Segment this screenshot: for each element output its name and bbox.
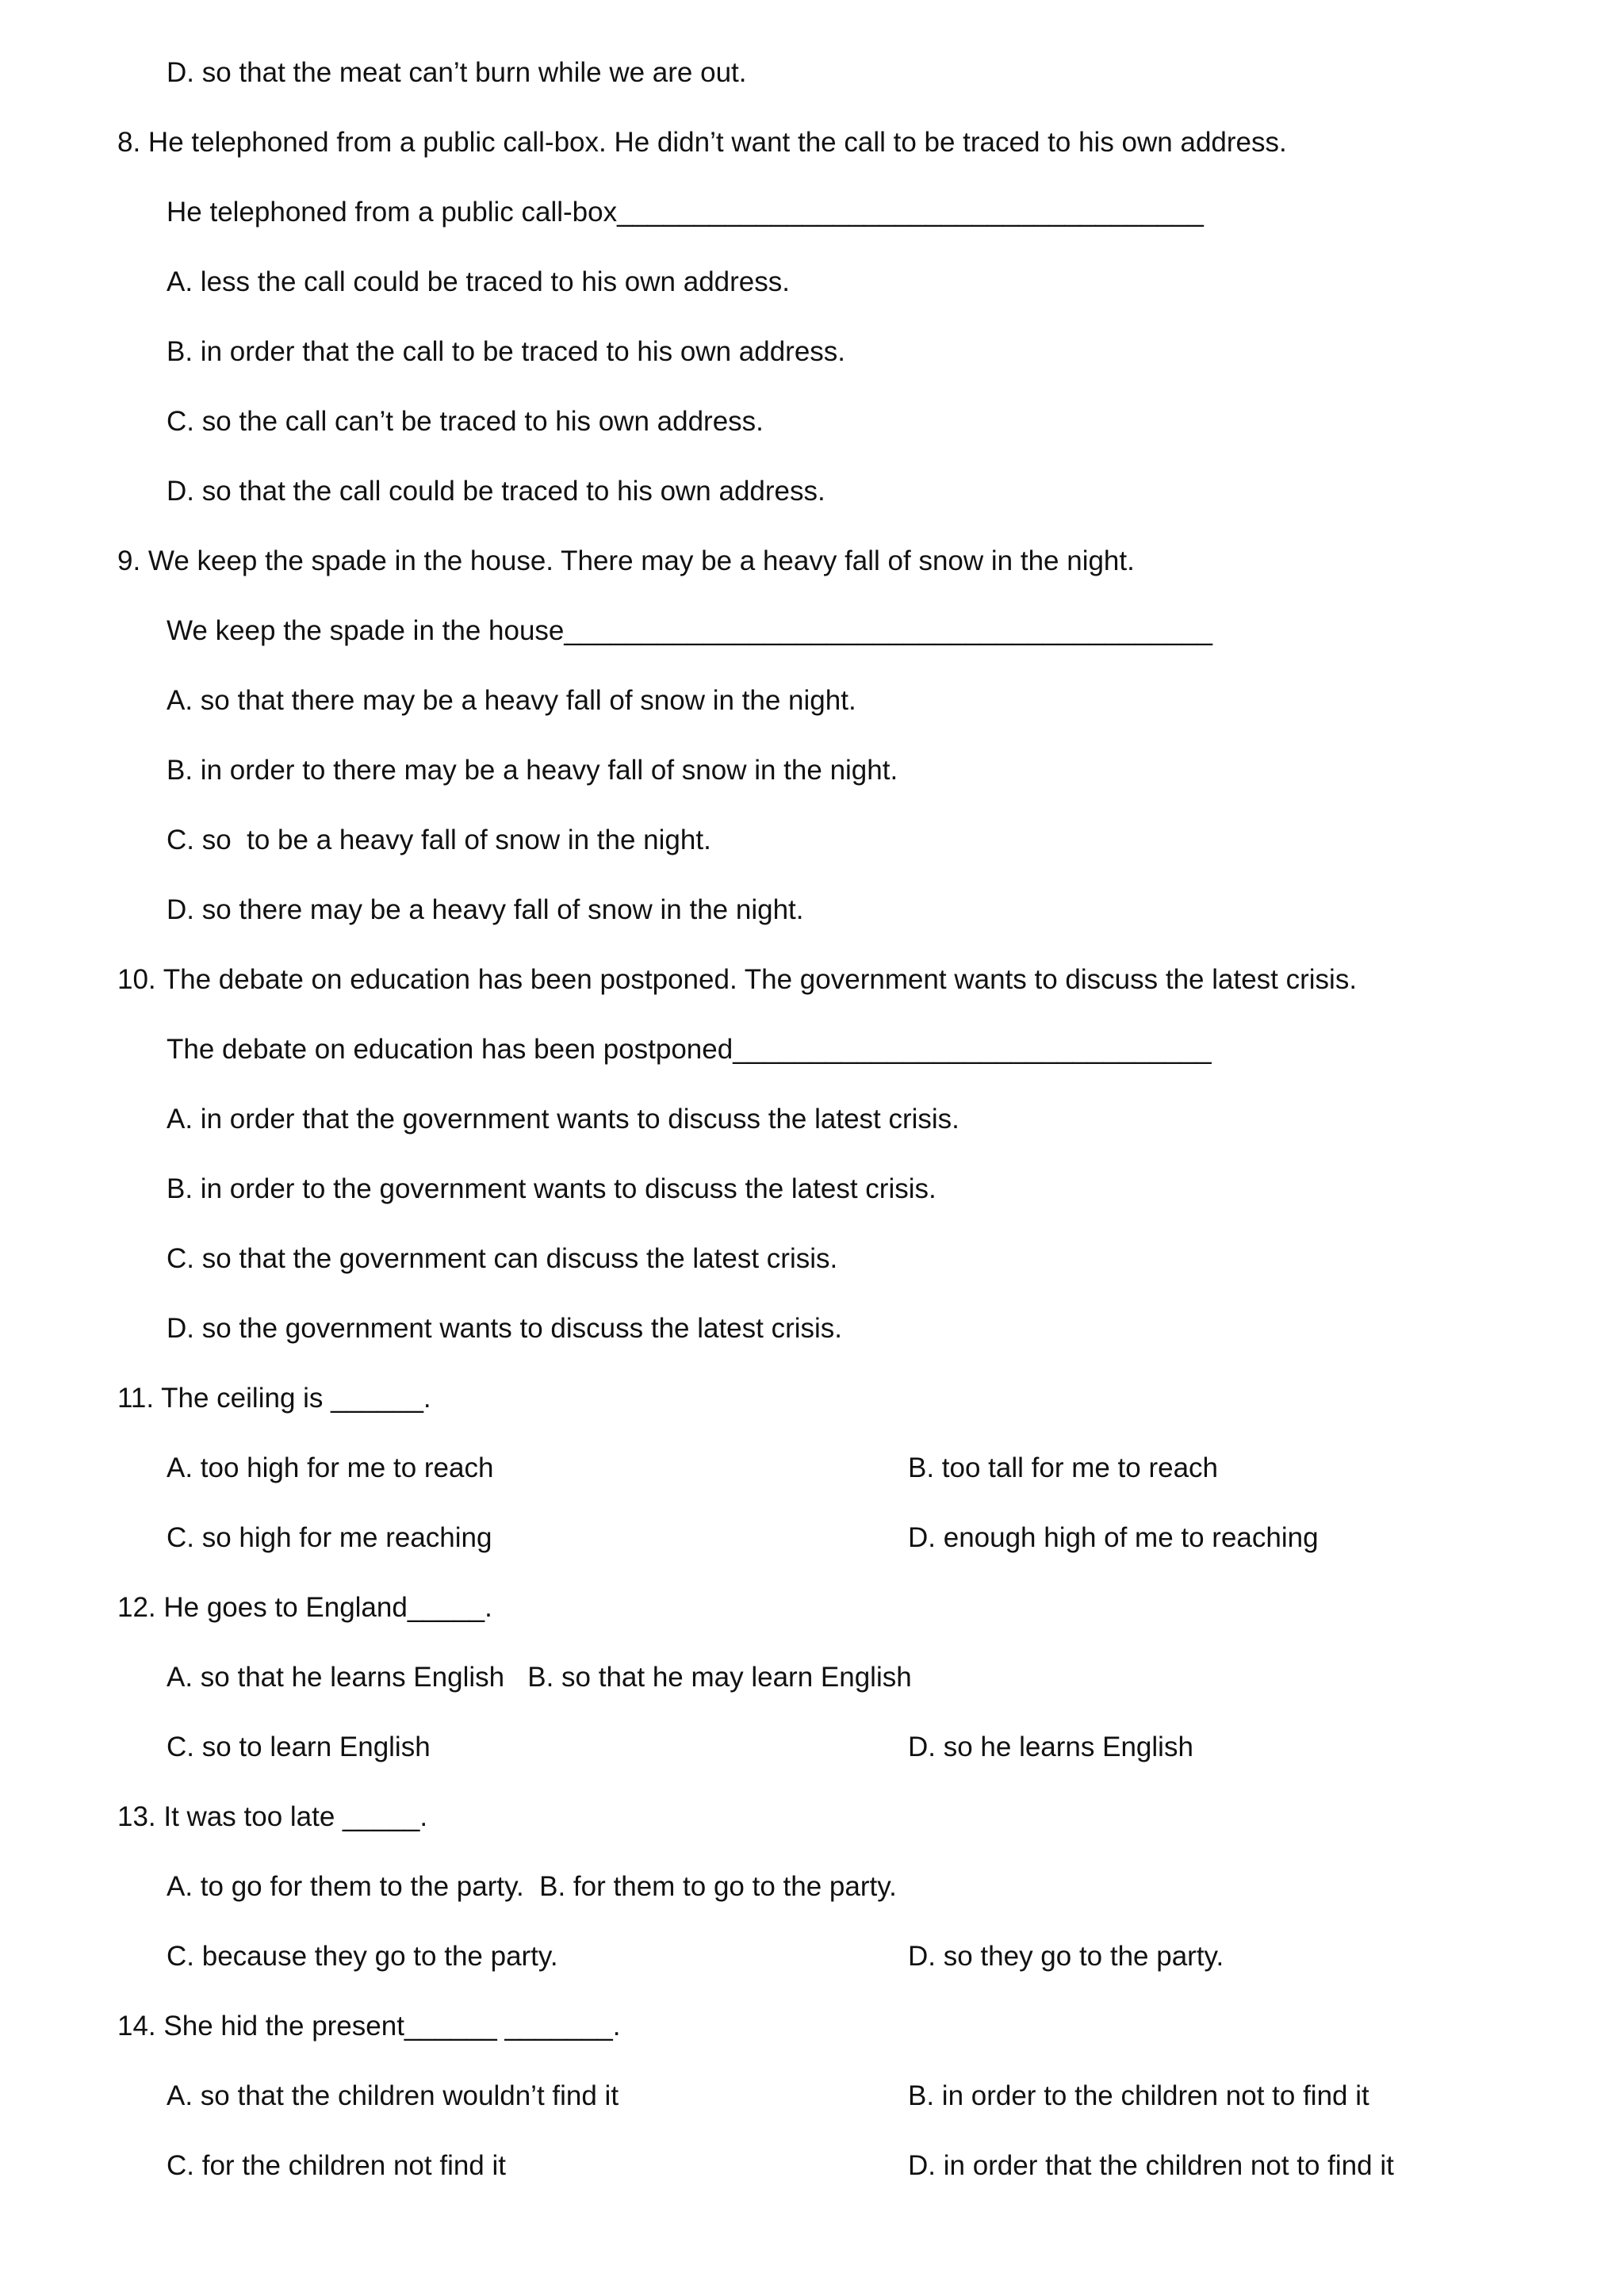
option-d-q12: D. so he learns English xyxy=(908,1732,1193,1762)
question-13: 13. It was too late _____. xyxy=(117,1801,428,1832)
option-b-q14: B. in order to the children not to find it xyxy=(908,2080,1369,2111)
option-a-q9: A. so that there may be a heavy fall of snow in the night. xyxy=(167,685,856,716)
prompt-q8: He telephoned from a public call-box______________________________________ xyxy=(167,197,1204,228)
option-c-q11: C. so high for me reaching xyxy=(167,1522,492,1553)
question-14: 14. She hid the present______ _______. xyxy=(117,2011,621,2042)
option-d-q13: D. so they go to the party. xyxy=(908,1941,1224,1972)
option-d-q7: D. so that the meat can’t burn while we are out. xyxy=(167,57,747,88)
option-c-q12: C. so to learn English xyxy=(167,1732,431,1762)
option-d-q11: D. enough high of me to reaching xyxy=(908,1522,1319,1553)
options-ab-q12: A. so that he learns English B. so that he may learn English xyxy=(167,1662,912,1693)
options-ab-q13: A. to go for them to the party. B. for them to go to the party. xyxy=(167,1871,897,1902)
option-a-q14: A. so that the children wouldn’t find it xyxy=(167,2080,619,2111)
question-8: 8. He telephoned from a public call-box. He didn’t want the call to be traced to his own address. xyxy=(117,127,1287,158)
option-b-q10: B. in order to the government wants to discuss the latest crisis. xyxy=(167,1173,936,1204)
option-b-q8: B. in order that the call to be traced to his own address. xyxy=(167,336,846,367)
option-a-q11: A. too high for me to reach xyxy=(167,1452,494,1483)
question-11: 11. The ceiling is ______. xyxy=(117,1383,431,1414)
option-c-q9: C. so to be a heavy fall of snow in the night. xyxy=(167,825,711,855)
option-c-q14: C. for the children not find it xyxy=(167,2150,506,2181)
prompt-q9: We keep the spade in the house__________________________________________ xyxy=(167,615,1212,646)
option-b-q11: B. too tall for me to reach xyxy=(908,1452,1219,1483)
option-b-q9: B. in order to there may be a heavy fall of snow in the night. xyxy=(167,755,898,786)
option-a-q8: A. less the call could be traced to his own address. xyxy=(167,266,790,297)
question-10: 10. The debate on education has been postponed. The government wants to discuss the latest crisis. xyxy=(117,964,1358,995)
option-c-q8: C. so the call can’t be traced to his own address. xyxy=(167,406,764,437)
option-d-q10: D. so the government wants to discuss the latest crisis. xyxy=(167,1313,843,1344)
question-12: 12. He goes to England_____. xyxy=(117,1592,492,1623)
option-a-q10: A. in order that the government wants to discuss the latest crisis. xyxy=(167,1104,959,1135)
prompt-q10: The debate on education has been postponed_______________________________ xyxy=(167,1034,1212,1065)
option-c-q13: C. because they go to the party. xyxy=(167,1941,558,1972)
option-d-q14: D. in order that the children not to find it xyxy=(908,2150,1394,2181)
option-c-q10: C. so that the government can discuss the latest crisis. xyxy=(167,1243,838,1274)
question-9: 9. We keep the spade in the house. There may be a heavy fall of snow in the night. xyxy=(117,545,1135,576)
option-d-q8: D. so that the call could be traced to his own address. xyxy=(167,476,825,507)
option-d-q9: D. so there may be a heavy fall of snow in the night. xyxy=(167,894,804,925)
